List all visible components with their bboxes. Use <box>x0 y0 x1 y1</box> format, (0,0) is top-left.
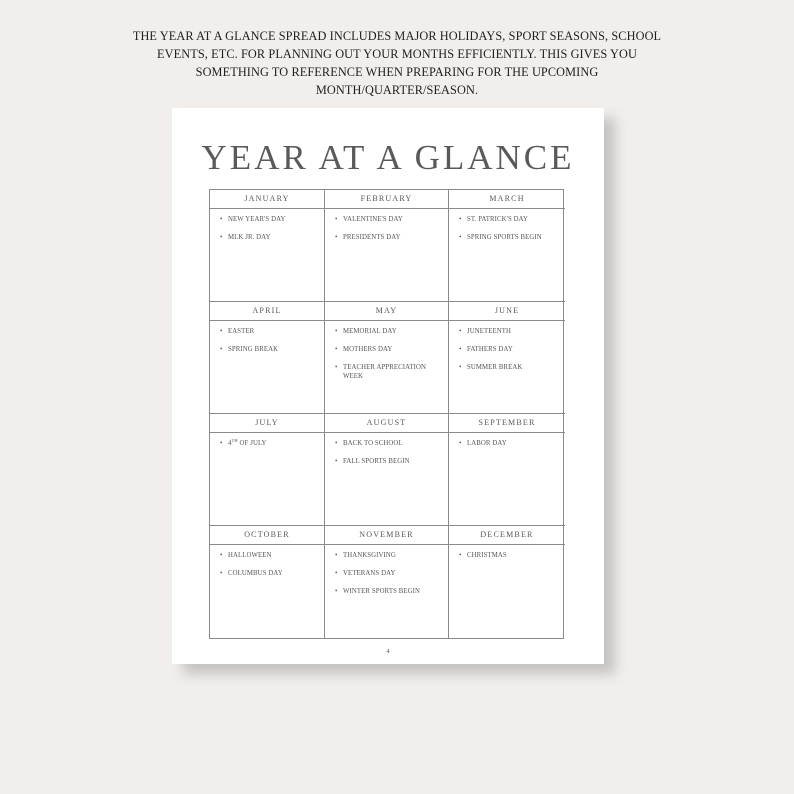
event-item: • NEW YEAR'S DAY <box>220 216 324 225</box>
month-header: NOVEMBER <box>325 526 448 545</box>
ordinal-suffix: TH <box>231 438 238 443</box>
event-list <box>449 209 565 243</box>
month-header: MARCH <box>449 190 565 209</box>
event-text: OF JULY <box>239 440 267 447</box>
months-grid <box>209 189 564 639</box>
event-list <box>210 433 324 449</box>
event-item: • BACK TO SCHOOL <box>335 440 448 449</box>
event-item: • SUMMER BREAK <box>459 364 565 373</box>
month-header: DECEMBER <box>449 526 565 545</box>
month-cell-august <box>325 414 449 526</box>
event-item: • SPRING SPORTS BEGIN <box>459 234 565 243</box>
event-item: • WINTER SPORTS BEGIN <box>335 588 448 597</box>
month-cell-july <box>210 414 325 526</box>
month-cell-may <box>325 302 449 414</box>
month-cell-january <box>210 190 325 302</box>
event-list <box>210 321 324 355</box>
event-item: • LABOR DAY <box>459 440 565 449</box>
event-list <box>325 209 448 243</box>
month-cell-april <box>210 302 325 414</box>
event-item <box>220 440 324 449</box>
event-item: • ST. PATRICK'S DAY <box>459 216 565 225</box>
event-item: • SPRING BREAK <box>220 346 324 355</box>
month-header: OCTOBER <box>210 526 324 545</box>
month-header: APRIL <box>210 302 324 321</box>
event-list <box>449 321 565 373</box>
event-item: • COLUMBUS DAY <box>220 570 324 579</box>
page-number: 4 <box>386 648 390 655</box>
event-item: • PRESIDENTS DAY <box>335 234 448 243</box>
month-cell-february <box>325 190 449 302</box>
event-list <box>325 433 448 467</box>
description-caption: THE YEAR AT A GLANCE SPREAD INCLUDES MAJOR HOLIDAYS, SPORT SEASONS, SCHOOL EVENTS, ETC. FOR PLANNING OUT YOUR MONTHS EFFICIENTLY. THIS GIVES YOU SOMETHING TO REFERENCE WHEN PREPARING FOR THE UPCOMING MONTH/QUARTER/SEASON. <box>132 29 662 97</box>
event-item: • HALLOWEEN <box>220 552 324 561</box>
event-item: • FALL SPORTS BEGIN <box>335 458 448 467</box>
event-item: • MOTHERS DAY <box>335 346 448 355</box>
planner-page <box>172 108 604 664</box>
month-cell-november <box>325 526 449 638</box>
month-cell-october <box>210 526 325 638</box>
event-item: • MEMORIAL DAY <box>335 328 448 337</box>
month-header: JULY <box>210 414 324 433</box>
event-item: • MLK JR. DAY <box>220 234 324 243</box>
page-title: YEAR AT A GLANCE <box>201 138 575 177</box>
month-header: AUGUST <box>325 414 448 433</box>
event-item: • EASTER <box>220 328 324 337</box>
event-list <box>449 433 565 449</box>
month-header: SEPTEMBER <box>449 414 565 433</box>
event-list <box>210 545 324 579</box>
event-item: • VALENTINE'S DAY <box>335 216 448 225</box>
month-cell-december <box>449 526 565 638</box>
month-header: JANUARY <box>210 190 324 209</box>
event-item: • VETERANS DAY <box>335 570 448 579</box>
event-list <box>325 545 448 597</box>
event-list <box>325 321 448 381</box>
month-cell-march <box>449 190 565 302</box>
event-item: • THANKSGIVING <box>335 552 448 561</box>
event-list <box>210 209 324 243</box>
event-list <box>449 545 565 561</box>
event-item: • FATHERS DAY <box>459 346 565 355</box>
event-item: • TEACHER APPRECIATION WEEK <box>335 364 448 381</box>
month-cell-june <box>449 302 565 414</box>
month-header: FEBRUARY <box>325 190 448 209</box>
event-day-number: 4 <box>228 440 232 447</box>
month-header: MAY <box>325 302 448 321</box>
event-item: • CHRISTMAS <box>459 552 565 561</box>
month-header: JUNE <box>449 302 565 321</box>
event-item: • JUNETEENTH <box>459 328 565 337</box>
month-cell-september <box>449 414 565 526</box>
